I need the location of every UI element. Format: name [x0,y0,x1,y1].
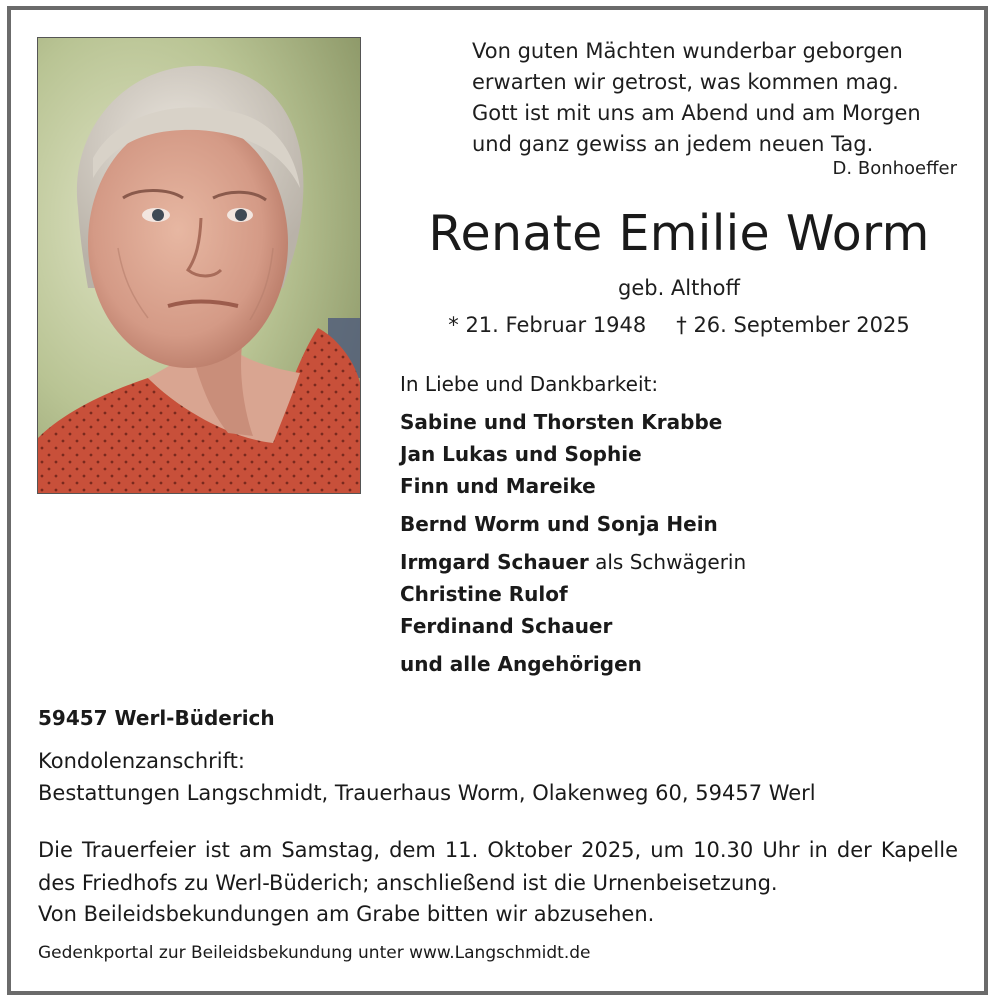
condolence-address [38,745,816,809]
condolence-request: Von Beileidsbekundungen am Grabe bitten wir abzusehen. [38,902,655,926]
quote-line: Von guten Mächten wunderbar geborgen [472,39,903,63]
portrait-photo [37,37,361,494]
mourner-entry: Sabine und Thorsten Krabbe [400,410,723,434]
mourners-list [400,370,960,680]
mourner-name: Irmgard Schauer [400,550,589,574]
deceased-name: Renate Emilie Worm [428,205,930,262]
condolence-value: Bestattungen Langschmidt, Trauerhaus Worm, Olakenweg 60, 59457 Werl [38,781,816,805]
mourners-closing: und alle Angehörigen [400,652,642,676]
mourner-relation: als Schwägerin [588,550,747,574]
condolence-label: Kondolenzanschrift: [38,749,245,773]
quote-line: und ganz gewiss an jedem neuen Tag. [472,132,874,156]
bonhoeffer-quote [472,36,962,160]
quote-author: D. Bonhoeffer [832,158,957,179]
mourner-entry: Christine Rulof [400,582,568,606]
portrait-illustration [38,38,361,494]
funeral-info: Die Trauerfeier ist am Samstag, dem 11. Oktober 2025, um 10.30 Uhr in der Kapelle des Friedhofs zu Werl-Büderich; anschließend ist die Urnenbeisetzung. [38,838,958,895]
mourner-entry: Finn und Mareike [400,474,596,498]
mourner-entry [400,546,960,578]
mourners-intro: In Liebe und Dankbarkeit: [400,372,659,396]
memorial-portal-note: Gedenkportal zur Beileidsbekundung unter www.Langschmidt.de [38,943,591,963]
mourner-entry: Ferdinand Schauer [400,614,613,638]
mourner-entry: Bernd Worm und Sonja Hein [400,512,718,536]
birth-date: * 21. Februar 1948 [448,313,647,337]
mourner-entry: Jan Lukas und Sophie [400,442,642,466]
quote-line: erwarten wir getrost, was kommen mag. [472,70,899,94]
death-date: † 26. September 2025 [676,313,910,337]
quote-line: Gott ist mit uns am Abend und am Morgen [472,101,921,125]
life-dates [394,313,964,337]
maiden-name: geb. Althoff [618,276,740,300]
family-address: 59457 Werl-Büderich [38,706,275,730]
